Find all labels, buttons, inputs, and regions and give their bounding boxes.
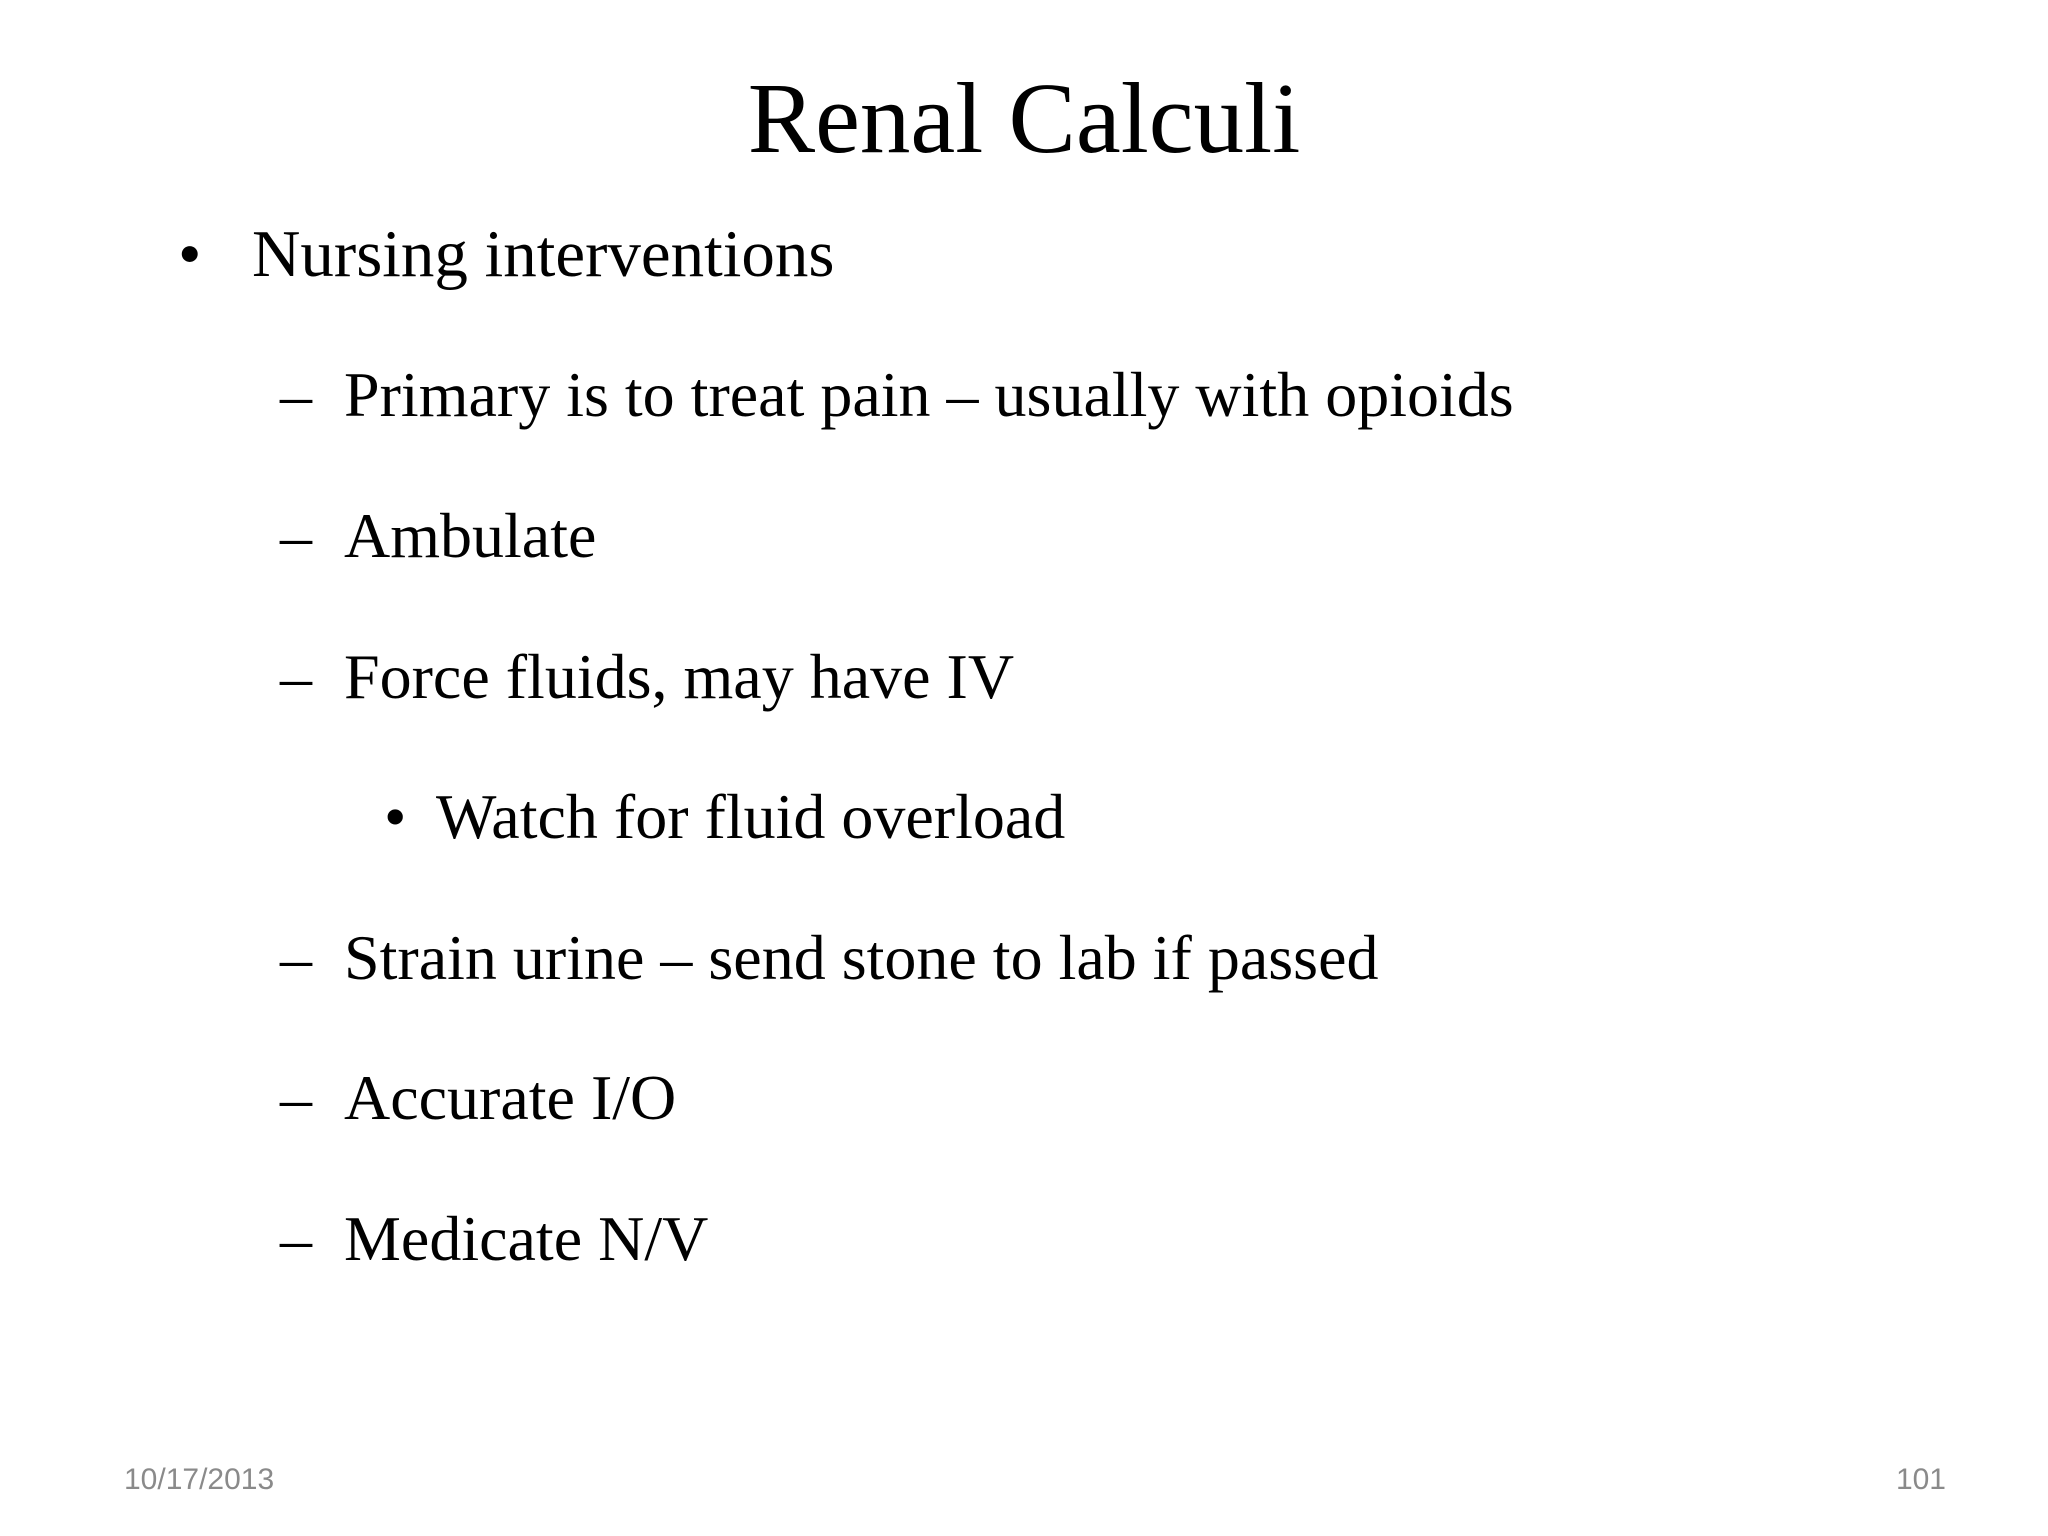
- list-item: [0, 1058, 2048, 1138]
- footer-date: 10/17/2013: [124, 1463, 275, 1496]
- bullet-marker: •: [384, 781, 407, 852]
- list-item: [0, 1199, 2048, 1279]
- slide-title: Renal Calculi: [747, 62, 1301, 174]
- list-item-text: Medicate N/V: [344, 1203, 709, 1274]
- list-item-text: Strain urine – send stone to lab if passed: [344, 922, 1379, 993]
- list-item: [0, 637, 2048, 717]
- dash-marker: –: [280, 359, 312, 430]
- dash-marker: –: [280, 922, 312, 993]
- dash-marker: –: [280, 641, 312, 712]
- list-item-text: Watch for fluid overload: [436, 781, 1066, 852]
- footer-page-number: 101: [1895, 1463, 1946, 1496]
- dash-marker: –: [280, 500, 312, 571]
- bullet-marker: •: [178, 217, 202, 291]
- list-item-text: Ambulate: [344, 500, 597, 571]
- dash-marker: –: [280, 1062, 312, 1133]
- dash-marker: –: [280, 1203, 312, 1274]
- list-item: [0, 496, 2048, 576]
- list-item: [0, 918, 2048, 998]
- list-item: [0, 777, 2048, 857]
- list-item: [0, 355, 2048, 435]
- list-item-text: Force fluids, may have IV: [344, 641, 1015, 712]
- list-item-text: Accurate I/O: [344, 1062, 677, 1133]
- list-item-text: Primary is to treat pain – usually with opioids: [344, 359, 1514, 430]
- list-item-text: Nursing interventions: [252, 217, 835, 291]
- list-item: [0, 214, 2048, 294]
